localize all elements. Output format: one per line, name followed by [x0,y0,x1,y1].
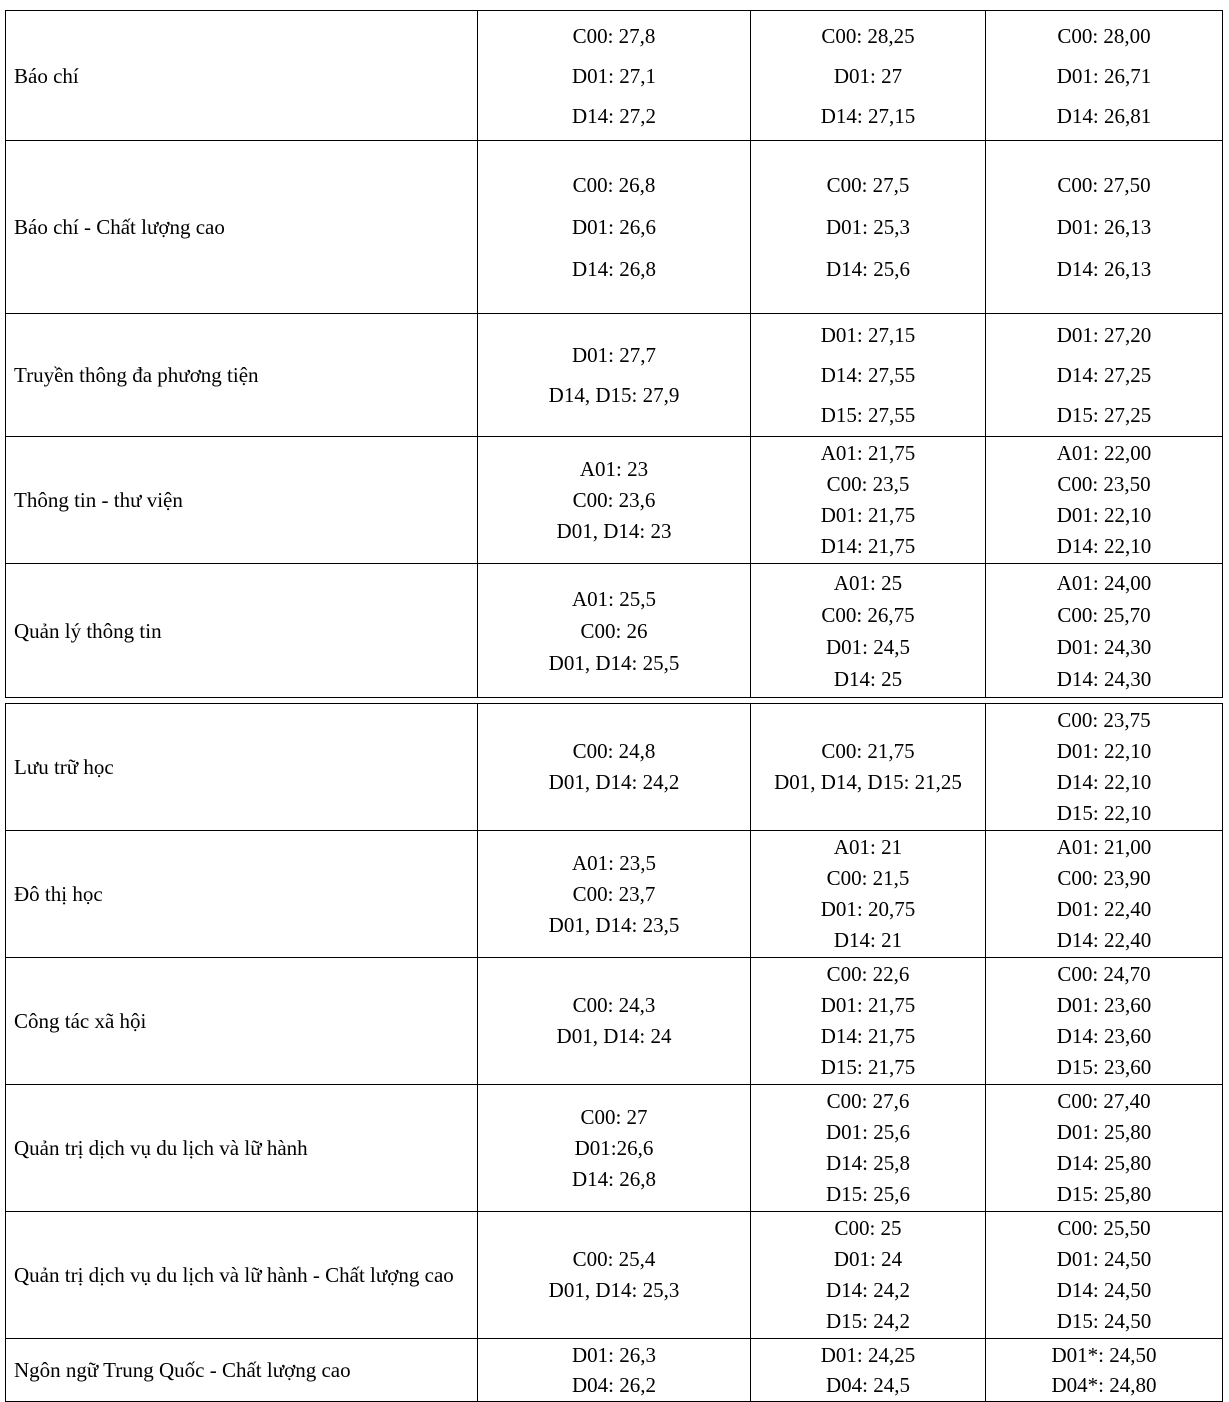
score-line: D01: 24,50 [1056,1247,1152,1271]
score-cell [986,958,1223,1085]
score-line: C00: 26 [580,618,648,643]
score-line: D01: 25,6 [826,1120,910,1144]
score-line: D01: 26,3 [572,1343,656,1367]
score-line: C00: 23,7 [572,881,656,906]
score-line: D01, D14: 25,5 [548,650,680,675]
score-cell [986,704,1223,831]
score-line: D15: 27,25 [1056,403,1152,427]
major-name-cell: Quản lý thông tin [6,564,478,698]
score-cell [751,564,986,698]
score-cell [478,704,751,831]
score-line: C00: 26,8 [572,173,656,197]
score-cell [751,704,986,831]
score-line: C00: 25,4 [572,1247,656,1271]
major-name-cell: Truyền thông đa phương tiện [6,314,478,437]
score-line: C00: 25,50 [1057,1216,1151,1240]
score-cell [986,437,1223,564]
score-line: D14: 21 [833,928,903,952]
score-line: A01: 21 [833,835,903,859]
score-line: C00: 21,5 [826,866,910,890]
score-cell [478,1339,751,1402]
score-line: D14, D15: 27,9 [548,383,680,407]
score-line: D14: 26,81 [1056,103,1152,128]
score-line: D01: 24,25 [820,1343,916,1367]
score-line: D01: 22,10 [1056,739,1152,763]
table-row [6,1212,1223,1339]
score-cell [751,831,986,958]
score-cell [986,141,1223,314]
score-line: D14: 21,75 [820,1024,916,1048]
score-line: C00: 23,75 [1057,708,1151,732]
score-line: D14: 27,15 [820,103,916,128]
score-cell [986,831,1223,958]
score-line: D15: 24,50 [1056,1309,1152,1333]
score-line: D01: 27,7 [572,343,656,367]
score-cell [986,11,1223,141]
major-name-cell: Quản trị dịch vụ du lịch và lữ hành [6,1085,478,1212]
score-line: D01, D14: 23 [556,518,672,543]
score-line: D01: 22,40 [1056,897,1152,921]
score-line: D14: 26,8 [572,257,656,281]
score-line: A01: 25,5 [572,586,656,611]
score-line: D01: 22,10 [1056,503,1152,527]
score-line: D01: 21,75 [820,503,916,527]
score-cell [478,314,751,437]
score-line: A01: 23,5 [572,850,656,875]
score-cell [751,958,986,1085]
score-line: D14: 26,8 [572,1166,656,1191]
table-row [6,314,1223,437]
score-cell [751,1085,986,1212]
score-cell [478,564,751,698]
score-line: D01, D14, D15: 21,25 [774,770,962,794]
score-line: D01: 26,71 [1056,63,1152,88]
score-line: D01: 23,60 [1056,993,1152,1017]
score-cell [478,831,751,958]
major-name-cell: Báo chí - Chất lượng cao [6,141,478,314]
major-name-cell: Ngôn ngữ Trung Quốc - Chất lượng cao [6,1339,478,1402]
score-line: C00: 23,6 [572,487,656,512]
score-line: D01: 27 [833,63,903,88]
score-line: D01: 26,13 [1056,215,1152,239]
major-name-cell: Quản trị dịch vụ du lịch và lữ hành - Chất lượng cao [6,1212,478,1339]
score-cell [478,958,751,1085]
major-name-cell: Thông tin - thư viện [6,437,478,564]
score-cell [478,1212,751,1339]
major-name-cell: Lưu trữ học [6,704,478,831]
score-line: D01: 21,75 [820,993,916,1017]
score-cell [986,1085,1223,1212]
score-line: D01*: 24,50 [1051,1343,1157,1367]
score-cell [751,314,986,437]
table-row [6,831,1223,958]
score-line: C00: 24,3 [572,993,656,1017]
score-line: A01: 25 [833,570,903,595]
score-line: D14: 25,6 [826,257,910,281]
score-line: D14: 23,60 [1056,1024,1152,1048]
score-line: A01: 21,00 [1056,835,1152,859]
score-line: D14: 22,10 [1056,534,1152,558]
score-line: D01: 24,5 [826,634,910,659]
score-line: D14: 27,25 [1056,363,1152,387]
score-line: D14: 25,8 [826,1151,910,1175]
score-line: C00: 27,8 [572,23,656,48]
score-line: A01: 22,00 [1056,441,1152,465]
score-line: D15: 24,2 [826,1309,910,1333]
score-cell [751,11,986,141]
score-line: C00: 24,70 [1057,962,1151,986]
score-line: D01: 26,6 [572,215,656,239]
score-line: D01: 25,3 [826,215,910,239]
score-line: D14: 21,75 [820,534,916,558]
table-row [6,141,1223,314]
score-line: C00: 26,75 [821,602,915,627]
major-name-cell: Báo chí [6,11,478,141]
score-cell [478,1085,751,1212]
admission-scores-table-upper [5,10,1223,698]
admission-scores-table-lower [5,703,1223,1402]
score-cell [751,1339,986,1402]
score-line: C00: 24,8 [572,739,656,763]
table-row [6,958,1223,1085]
score-cell [986,1339,1223,1402]
score-line: D01, D14: 24 [556,1024,672,1048]
score-line: C00: 22,6 [826,962,910,986]
major-name-cell: Đô thị học [6,831,478,958]
score-line: D01, D14: 24,2 [548,770,680,794]
score-line: D14: 24,30 [1056,666,1152,691]
score-line: C00: 27,6 [826,1089,910,1113]
score-line: D15: 25,80 [1056,1182,1152,1206]
score-line: D04: 26,2 [572,1373,656,1397]
score-line: D14: 27,55 [820,363,916,387]
score-line: D01:26,6 [574,1135,654,1160]
score-line: D14: 22,10 [1056,770,1152,794]
score-line: D01, D14: 23,5 [548,912,680,937]
score-line: D15: 23,60 [1056,1055,1152,1079]
table-row [6,437,1223,564]
score-cell [986,564,1223,698]
table-row [6,1339,1223,1402]
table-row [6,11,1223,141]
score-line: D15: 25,6 [826,1182,910,1206]
score-line: C00: 21,75 [821,739,915,763]
table-row [6,564,1223,698]
score-line: D01: 27,15 [820,323,916,347]
table-row [6,704,1223,831]
score-line: D14: 27,2 [572,103,656,128]
score-cell [751,1212,986,1339]
major-name-cell: Công tác xã hội [6,958,478,1085]
score-cell [478,141,751,314]
score-line: D15: 22,10 [1056,801,1152,825]
score-line: D14: 25,80 [1056,1151,1152,1175]
score-line: C00: 27,5 [826,173,910,197]
score-cell [986,1212,1223,1339]
score-line: D15: 27,55 [820,403,916,427]
score-line: D01: 20,75 [820,897,916,921]
score-line: D14: 24,50 [1056,1278,1152,1302]
score-line: A01: 21,75 [820,441,916,465]
score-cell [986,314,1223,437]
score-line: C00: 25,70 [1057,602,1151,627]
score-line: D01: 24,30 [1056,634,1152,659]
score-line: D04*: 24,80 [1051,1373,1157,1397]
score-line: C00: 27,40 [1057,1089,1151,1113]
score-line: C00: 28,00 [1057,23,1151,48]
score-line: D14: 22,40 [1056,928,1152,952]
score-line: D01: 27,1 [572,63,656,88]
score-line: C00: 23,50 [1057,472,1151,496]
score-cell [478,437,751,564]
score-line: C00: 28,25 [821,23,915,48]
score-cell [751,141,986,314]
score-line: D04: 24,5 [826,1373,910,1397]
score-cell [751,437,986,564]
score-line: C00: 27,50 [1057,173,1151,197]
score-line: D01, D14: 25,3 [548,1278,680,1302]
score-line: D14: 25 [833,666,903,691]
score-line: D14: 24,2 [826,1278,910,1302]
score-line: C00: 23,5 [826,472,910,496]
score-line: D01: 25,80 [1056,1120,1152,1144]
score-line: A01: 24,00 [1056,570,1152,595]
score-line: D15: 21,75 [820,1055,916,1079]
score-line: C00: 25 [834,1216,902,1240]
score-line: A01: 23 [579,456,649,481]
score-line: C00: 23,90 [1057,866,1151,890]
score-line: C00: 27 [580,1104,648,1129]
score-line: D01: 24 [833,1247,903,1271]
score-line: D01: 27,20 [1056,323,1152,347]
score-cell [478,11,751,141]
table-row [6,1085,1223,1212]
score-line: D14: 26,13 [1056,257,1152,281]
